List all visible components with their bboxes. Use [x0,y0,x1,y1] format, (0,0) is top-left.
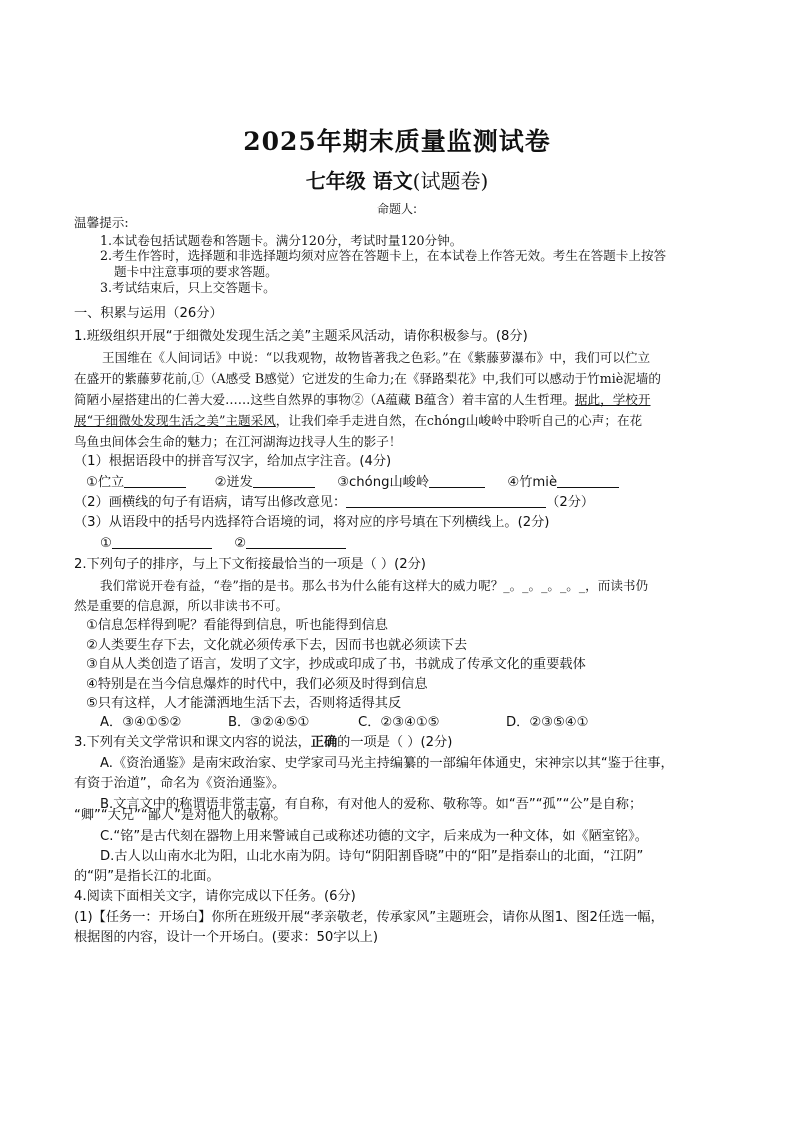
q2-context-2: 然是重要的信息源，所以非读书不可。 [74,598,289,613]
sub1-item-4: ④竹miè [507,475,558,490]
q1-passage-line-3 [74,391,650,409]
q2-sentence-4: ④特别是在当今信息爆炸的时代中，我们必须及时得到信息 [86,677,428,692]
sub2-score: （2分） [546,495,595,510]
q4-task1-line-1: (1)【任务一：开场白】你所在班级开展“孝亲敬老，传承家风”主题班会，请你从图1、图2任选一幅， [74,910,664,925]
sub1-item-1: ①伫立 [86,475,125,490]
notice-item-2b: 题卡中注意事项的要求答题。 [114,264,278,279]
question-4-stem: 4.阅读下面相关文字，请你完成以下任务。(6分) [74,889,356,904]
q3-option-b-1: B.文言文中的称谓语非常丰富，有自称，有对他人的爱称、敬称等。如“吾”“孤”“公”是自称； [100,797,643,812]
question-3-stem [74,734,452,752]
notice-item-1: 1.本试卷包括试题卷和答题卡。满分120分，考试时量120分钟。 [100,233,463,248]
notice-heading: 温馨提示: [74,215,129,230]
answer-blank-sub3-1[interactable] [112,535,212,549]
q1-passage-line-2: 在盛开的紫藤萝花前,①（A感受 B感觉）它迸发的生命力;在《驿路梨花》中,我们可以感动于竹miè泥墙的 [74,371,661,386]
q3-option-a-1: A.《资治通鉴》是南宋政治家、史学家司马光主持编纂的一部编年体通史，宋神宗以其“鉴于往事， [100,756,674,771]
subtitle-main: 七年级 语文 [305,169,413,193]
sub2-text: （2）画横线的句子有语病，请写出修改意见： [74,495,347,510]
answer-blank-4[interactable] [557,474,619,488]
q1-passage-line-3-text: 简陋小屋搭建出的仁善大爱……这些自然界的事物②（A蕴藏 B蕴含）着丰富的人生哲理。 [74,392,575,407]
answer-blank-3[interactable] [429,474,485,488]
q1-sub3-answers [100,535,346,553]
q1-sub1: （1）根据语段中的拼音写汉字，给加点字注音。(4分) [74,454,392,469]
answer-blank-1[interactable] [124,474,186,488]
question-2-stem: 2.下列句子的排序，与上下文衔接最恰当的一项是（ ）(2分) [74,557,426,572]
q3-option-b-2: “卿”“大兄”“鄙人”是对他人的敬称。 [74,808,287,823]
subtitle-paren: (试题卷) [412,169,489,193]
sub1-item-2: ②迸发 [214,475,253,490]
notice-item-3: 3.考试结束后，只上交答题卡。 [100,280,276,295]
author-line: 命题人: [376,202,418,216]
notice-item-2: 2.考生作答时，选择题和非选择题均须对应答在答题卡上，在本试卷上作答无效。考生在答题卡上按答 [100,248,667,263]
section-heading: 一、积累与运用（26分） [74,306,223,321]
q2-sentence-5: ⑤只有这样，人才能潇洒地生活下去，否则将适得其反 [86,696,402,711]
q3-stem-b: 的一项是（ ）(2分) [337,735,453,750]
q3-option-c: C.“铭”是古代刻在器物上用来警诫自己或称述功德的文字，后来成为一种文体，如《陋室铭》。 [100,829,648,844]
q3-option-d-1: D.古人以山南水北为阳，山北水南为阴。诗句“阴阳割昏晓”中的“阳”是指泰山的北面，“江阴” [100,849,644,864]
sub1-item-3: ③chóng山峻岭 [337,475,430,490]
q1-sub1-answers [86,474,619,492]
q2-context-1: 我们常说开卷有益，“卷”指的是书。那么书为什么能有这样大的威力呢？_。_。_。_。_，而读书仍 [100,578,649,593]
q2-option-a[interactable]: A．③④①⑤② [100,715,182,730]
answer-blank-sub3-2[interactable] [246,535,346,549]
q3-option-a-2: 有资于治道”，命名为《资治通鉴》。 [74,776,286,791]
q3-option-d-2: 的“阴”是指长江的北面。 [74,869,220,884]
q1-passage-line-4-rest: ，让我们牵手走进自然，在chóng山峻岭中聆听自己的心声；在花 [275,413,643,428]
q1-sub2 [74,494,594,512]
underlined-sentence-part-b: 展“于细微处发现生活之美”主题采风 [74,413,276,428]
q2-sentence-3: ③自从人类创造了语言，发明了文字，抄成或印成了书，书就成了传承文化的重要载体 [86,657,586,672]
q1-passage-line-1: 王国维在《人间词话》中说：“以我观物，故物皆著我之色彩。”在《紫藤萝瀑布》中，我们可以伫立 [102,350,651,365]
q2-sentence-2: ②人类要生存下去，文化就必须传承下去，因而书也就必须读下去 [86,638,468,653]
q1-sub3: （3）从语段中的括号内选择符合语境的词，将对应的序号填在下列横线上。(2分) [74,515,550,530]
page-subtitle [0,165,794,194]
answer-blank-sub2[interactable] [346,494,546,508]
q1-passage-line-5: 鸟鱼虫间体会生命的魅力；在江河湖海边找寻人生的影子！ [74,434,402,449]
question-1-stem: 1.班级组织开展“于细微处发现生活之美”主题采风活动，请你积极参与。(8分) [74,329,528,344]
q3-stem-bold: 正确 [310,735,338,750]
page-title: 2025年期末质量监测试卷 [243,127,551,156]
underlined-sentence-part-a: 据此，学校开 [574,392,651,407]
q2-option-c[interactable]: C．②③④①⑤ [358,715,440,730]
sub3-item-1: ① [100,536,112,551]
q2-option-b[interactable]: B．③②④⑤① [228,715,310,730]
q2-option-d[interactable]: D．②③⑤④① [506,715,589,730]
q3-stem-a: 3.下列有关文学常识和课文内容的说法， [74,735,311,750]
q4-task1-line-2: 根据图的内容，设计一个开场白。(要求：50字以上) [74,930,379,945]
answer-blank-2[interactable] [253,474,315,488]
sub3-item-2: ② [234,536,247,551]
q2-sentence-1: ①信息怎样得到呢？看能得到信息，听也能得到信息 [86,618,388,633]
q1-passage-line-4 [74,412,642,430]
